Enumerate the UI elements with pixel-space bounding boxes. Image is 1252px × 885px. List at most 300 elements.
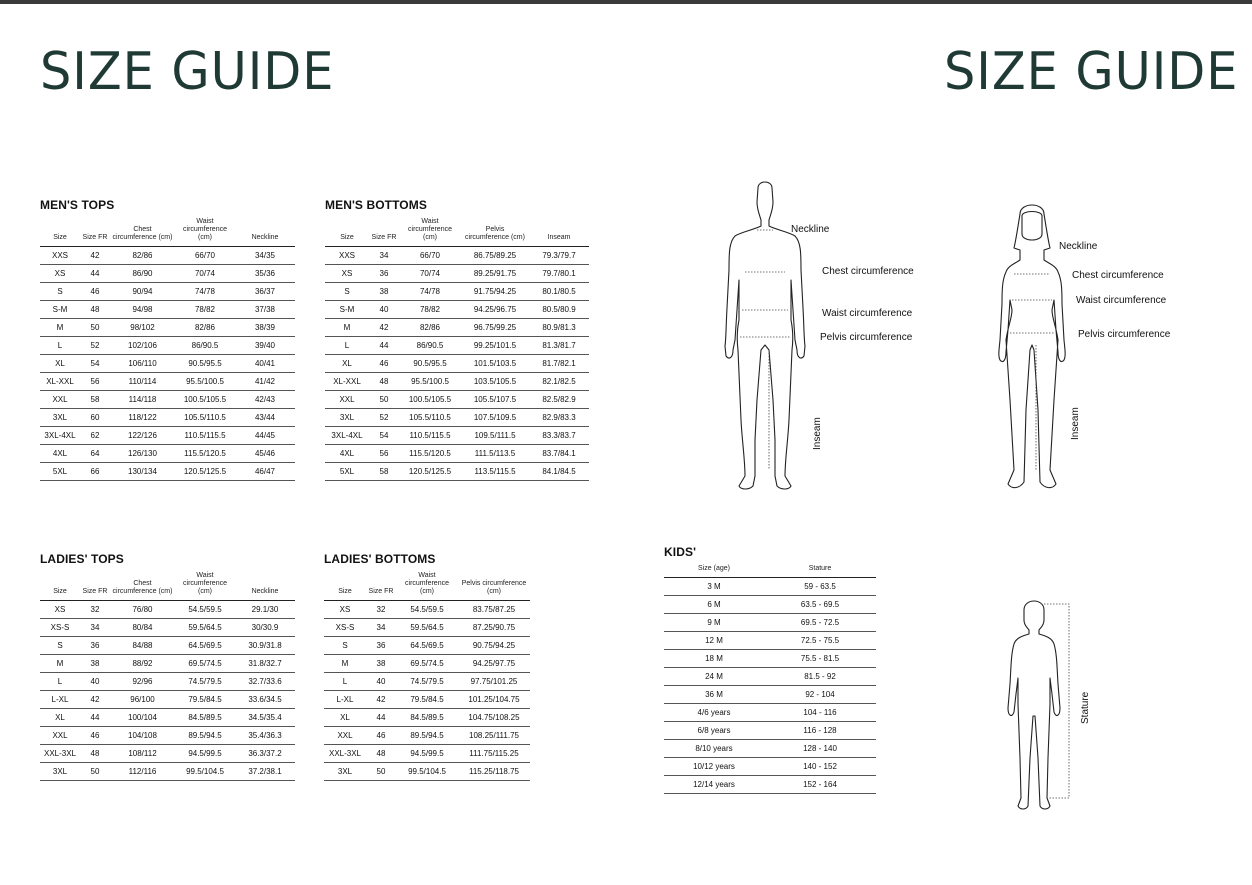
table-cell: 101.25/104.75 [458, 691, 530, 709]
table-cell: 82/86 [175, 319, 235, 337]
table-cell: 58 [369, 463, 399, 481]
table-cell: 97.75/101.25 [458, 673, 530, 691]
table-cell: 108.25/111.75 [458, 727, 530, 745]
table-cell: 78/82 [175, 301, 235, 319]
table-cell: 99.5/104.5 [175, 763, 235, 781]
table-cell: 80.9/81.3 [529, 319, 589, 337]
table-cell: S-M [325, 301, 369, 319]
table-cell: 32.7/33.6 [235, 673, 295, 691]
table-cell: 108/112 [110, 745, 175, 763]
table-cell: 95.5/100.5 [175, 373, 235, 391]
table-cell: 103.5/105.5 [461, 373, 529, 391]
table-row [324, 655, 530, 673]
table-row [324, 745, 530, 763]
column-header: Neckline [235, 218, 295, 247]
table-row [40, 283, 295, 301]
table-row [40, 601, 295, 619]
table-row [40, 337, 295, 355]
table-row [40, 763, 295, 781]
table-cell: 9 M [664, 614, 764, 632]
table-cell: 110.5/115.5 [175, 427, 235, 445]
table-cell: 90.75/94.25 [458, 637, 530, 655]
table-cell: 74.5/79.5 [396, 673, 458, 691]
table-cell: 40 [80, 673, 110, 691]
table-cell: 4XL [40, 445, 80, 463]
table-cell: 79.7/80.1 [529, 265, 589, 283]
table-cell: 33.6/34.5 [235, 691, 295, 709]
ladies-bottoms-heading: LADIES' BOTTOMS [324, 552, 436, 566]
table-cell: 42 [366, 691, 396, 709]
column-header: Waist circumference (cm) [396, 572, 458, 601]
mens-bottoms-section [325, 198, 589, 481]
column-header: Neckline [235, 572, 295, 601]
female-neckline-label: Neckline [1059, 241, 1098, 252]
table-cell: L [40, 337, 80, 355]
male-pelvis-label: Pelvis circumference [820, 332, 913, 343]
table-cell: 106/110 [110, 355, 175, 373]
table-cell: XS [40, 265, 80, 283]
table-row [40, 691, 295, 709]
table-cell: XXS [40, 247, 80, 265]
ladies-bottoms-section [324, 552, 530, 781]
table-cell: 50 [369, 391, 399, 409]
table-cell: XXL [40, 391, 80, 409]
table-header-row [664, 565, 876, 578]
table-cell: 84.1/84.5 [529, 463, 589, 481]
table-cell: 34 [366, 619, 396, 637]
table-row [325, 265, 589, 283]
table-cell: 40 [366, 673, 396, 691]
table-row [664, 632, 876, 650]
table-row [40, 637, 295, 655]
table-cell: 32 [80, 601, 110, 619]
table-cell: 82.1/82.5 [529, 373, 589, 391]
table-cell: L [324, 673, 366, 691]
table-cell: 44/45 [235, 427, 295, 445]
table-cell: 12/14 years [664, 776, 764, 794]
table-row [664, 686, 876, 704]
table-cell: S [40, 283, 80, 301]
table-cell: 41/42 [235, 373, 295, 391]
table-cell: 128 - 140 [764, 740, 876, 758]
ladies-bottoms-table [324, 572, 530, 781]
table-cell: L [325, 337, 369, 355]
table-cell: 92/96 [110, 673, 175, 691]
table-row [325, 445, 589, 463]
table-row [40, 247, 295, 265]
table-cell: 44 [369, 337, 399, 355]
table-cell: 122/126 [110, 427, 175, 445]
table-header-row [40, 572, 295, 601]
table-cell: 50 [80, 319, 110, 337]
table-cell: 56 [369, 445, 399, 463]
table-cell: 101.5/103.5 [461, 355, 529, 373]
table-cell: 54.5/59.5 [175, 601, 235, 619]
table-row [664, 596, 876, 614]
table-cell: 46 [369, 355, 399, 373]
table-cell: 86.75/89.25 [461, 247, 529, 265]
table-cell: 36.3/37.2 [235, 745, 295, 763]
column-header: Chest circumference (cm) [110, 572, 175, 601]
table-cell: 94.25/96.75 [461, 301, 529, 319]
column-header: Chest circumference (cm) [110, 218, 175, 247]
table-cell: 90.5/95.5 [399, 355, 461, 373]
table-row [664, 650, 876, 668]
table-cell: 4/6 years [664, 704, 764, 722]
mens-bottoms-heading: MEN'S BOTTOMS [325, 198, 427, 212]
table-cell: XS [40, 601, 80, 619]
table-cell: 76/80 [110, 601, 175, 619]
table-cell: 96.75/99.25 [461, 319, 529, 337]
table-cell: 3XL [40, 409, 80, 427]
table-cell: XL [40, 355, 80, 373]
mens-tops-section [40, 198, 295, 481]
table-cell: 79.5/84.5 [396, 691, 458, 709]
male-neckline-label: Neckline [791, 224, 830, 235]
male-chest-label: Chest circumference [822, 266, 914, 277]
table-row [324, 673, 530, 691]
table-cell: 38 [80, 655, 110, 673]
table-cell: 70/74 [399, 265, 461, 283]
table-cell: XL [324, 709, 366, 727]
top-border [0, 0, 1252, 4]
table-cell: 66 [80, 463, 110, 481]
table-cell: 50 [80, 763, 110, 781]
table-cell: 42 [369, 319, 399, 337]
table-cell: 109.5/111.5 [461, 427, 529, 445]
table-cell: 46 [80, 283, 110, 301]
table-cell: 80/84 [110, 619, 175, 637]
table-cell: S [40, 637, 80, 655]
table-cell: 35/36 [235, 265, 295, 283]
table-cell: 89.5/94.5 [175, 727, 235, 745]
table-cell: 102/106 [110, 337, 175, 355]
table-row [325, 283, 589, 301]
kid-stature-label: Stature [1080, 691, 1091, 724]
table-cell: 3XL [324, 763, 366, 781]
table-row [325, 247, 589, 265]
column-header: Waist circumference (cm) [175, 218, 235, 247]
table-cell: 96/100 [110, 691, 175, 709]
column-header: Size FR [369, 218, 399, 247]
table-cell: 52 [369, 409, 399, 427]
table-cell: 54 [369, 427, 399, 445]
table-row [325, 373, 589, 391]
table-cell: XL-XXL [40, 373, 80, 391]
column-header: Size FR [80, 218, 110, 247]
column-header: Pelvis circumference (cm) [461, 218, 529, 247]
table-cell: 31.8/32.7 [235, 655, 295, 673]
table-row [664, 704, 876, 722]
table-cell: 38 [369, 283, 399, 301]
table-row [325, 391, 589, 409]
table-cell: 105.5/110.5 [175, 409, 235, 427]
table-cell: 46/47 [235, 463, 295, 481]
column-header: Size FR [366, 572, 396, 601]
table-cell: 81.7/82.1 [529, 355, 589, 373]
table-cell: L-XL [40, 691, 80, 709]
table-row [664, 776, 876, 794]
table-cell: 110/114 [110, 373, 175, 391]
table-cell: 63.5 - 69.5 [764, 596, 876, 614]
table-header-row [325, 218, 589, 247]
table-row [40, 391, 295, 409]
column-header: Size (age) [664, 565, 764, 578]
kids-section [664, 545, 876, 794]
table-cell: 10/12 years [664, 758, 764, 776]
table-cell: 42 [80, 691, 110, 709]
table-cell: 90/94 [110, 283, 175, 301]
table-cell: 104.75/108.25 [458, 709, 530, 727]
table-cell: 94/98 [110, 301, 175, 319]
page-title-right: SIZE GUIDE [944, 42, 1239, 102]
table-cell: 115.5/120.5 [399, 445, 461, 463]
table-cell: M [40, 655, 80, 673]
table-cell: 34.5/35.4 [235, 709, 295, 727]
table-cell: 56 [80, 373, 110, 391]
table-cell: 118/122 [110, 409, 175, 427]
table-cell: 130/134 [110, 463, 175, 481]
table-cell: 82/86 [399, 319, 461, 337]
table-cell: 107.5/109.5 [461, 409, 529, 427]
table-row [40, 373, 295, 391]
table-cell: 54 [80, 355, 110, 373]
table-cell: XS [324, 601, 366, 619]
female-inseam-label: Inseam [1070, 407, 1081, 440]
table-cell: 48 [80, 745, 110, 763]
female-chest-label: Chest circumference [1072, 270, 1164, 281]
table-cell: 66/70 [399, 247, 461, 265]
table-cell: 38 [366, 655, 396, 673]
table-cell: 37.2/38.1 [235, 763, 295, 781]
table-cell: 80.5/80.9 [529, 301, 589, 319]
table-cell: 114/118 [110, 391, 175, 409]
table-cell: 111.5/113.5 [461, 445, 529, 463]
table-cell: 82/86 [110, 247, 175, 265]
column-header: Pelvis circumference (cm) [458, 572, 530, 601]
table-cell: 115.25/118.75 [458, 763, 530, 781]
table-cell: 75.5 - 81.5 [764, 650, 876, 668]
table-cell: 83.75/87.25 [458, 601, 530, 619]
table-cell: 3XL-4XL [325, 427, 369, 445]
table-cell: L-XL [324, 691, 366, 709]
column-header: Size [40, 572, 80, 601]
column-header: Size [40, 218, 80, 247]
table-cell: 98/102 [110, 319, 175, 337]
table-cell: XXS [325, 247, 369, 265]
table-cell: 80.1/80.5 [529, 283, 589, 301]
table-cell: 84/88 [110, 637, 175, 655]
table-cell: 99.5/104.5 [396, 763, 458, 781]
table-cell: 82.5/82.9 [529, 391, 589, 409]
table-cell: S [324, 637, 366, 655]
male-inseam-label: Inseam [812, 417, 823, 450]
table-cell: S-M [40, 301, 80, 319]
table-row [664, 740, 876, 758]
table-row [664, 722, 876, 740]
table-cell: 46 [366, 727, 396, 745]
table-cell: 38/39 [235, 319, 295, 337]
table-row [664, 578, 876, 596]
table-cell: 83.7/84.1 [529, 445, 589, 463]
table-row [325, 463, 589, 481]
table-row [325, 409, 589, 427]
table-cell: 44 [80, 709, 110, 727]
table-cell: 60 [80, 409, 110, 427]
table-cell: 69.5/74.5 [396, 655, 458, 673]
table-cell: 30/30.9 [235, 619, 295, 637]
table-row [664, 668, 876, 686]
table-cell: 6/8 years [664, 722, 764, 740]
table-row [324, 691, 530, 709]
table-cell: 105.5/110.5 [399, 409, 461, 427]
table-cell: 32 [366, 601, 396, 619]
table-cell: L [40, 673, 80, 691]
table-cell: 34 [80, 619, 110, 637]
table-row [40, 427, 295, 445]
table-cell: XXL [325, 391, 369, 409]
table-cell: 86/90 [110, 265, 175, 283]
table-row [664, 758, 876, 776]
table-cell: 40 [369, 301, 399, 319]
table-cell: 36 M [664, 686, 764, 704]
table-cell: 100.5/105.5 [175, 391, 235, 409]
table-cell: XXL-3XL [40, 745, 80, 763]
table-row [40, 619, 295, 637]
table-cell: XL [325, 355, 369, 373]
table-cell: 58 [80, 391, 110, 409]
table-cell: 140 - 152 [764, 758, 876, 776]
table-cell: 152 - 164 [764, 776, 876, 794]
table-row [40, 301, 295, 319]
table-cell: XXL [324, 727, 366, 745]
table-row [40, 655, 295, 673]
table-cell: 48 [369, 373, 399, 391]
table-cell: 36 [369, 265, 399, 283]
female-pelvis-label: Pelvis circumference [1078, 329, 1171, 340]
table-cell: XXL-3XL [324, 745, 366, 763]
kids-table [664, 565, 876, 794]
table-cell: 8/10 years [664, 740, 764, 758]
table-cell: 94.5/99.5 [396, 745, 458, 763]
page-title-left: SIZE GUIDE [40, 42, 335, 102]
table-cell: 116 - 128 [764, 722, 876, 740]
table-cell: M [325, 319, 369, 337]
table-cell: 86/90.5 [175, 337, 235, 355]
mens-bottoms-table [325, 218, 589, 481]
table-cell: 34 [369, 247, 399, 265]
table-cell: 87.25/90.75 [458, 619, 530, 637]
table-cell: 91.75/94.25 [461, 283, 529, 301]
table-cell: 3XL-4XL [40, 427, 80, 445]
table-cell: XS-S [40, 619, 80, 637]
column-header: Size [325, 218, 369, 247]
table-cell: 54.5/59.5 [396, 601, 458, 619]
table-cell: S [325, 283, 369, 301]
table-cell: 94.5/99.5 [175, 745, 235, 763]
table-cell: XS [325, 265, 369, 283]
ladies-tops-heading: LADIES' TOPS [40, 552, 124, 566]
table-cell: 90.5/95.5 [175, 355, 235, 373]
table-cell: 89.25/91.75 [461, 265, 529, 283]
table-row [325, 337, 589, 355]
table-cell: 115.5/120.5 [175, 445, 235, 463]
table-cell: 81.5 - 92 [764, 668, 876, 686]
table-cell: 5XL [325, 463, 369, 481]
table-cell: 12 M [664, 632, 764, 650]
column-header: Inseam [529, 218, 589, 247]
table-cell: 3 M [664, 578, 764, 596]
table-cell: 50 [366, 763, 396, 781]
table-cell: 46 [80, 727, 110, 745]
table-row [324, 727, 530, 745]
table-cell: 120.5/125.5 [175, 463, 235, 481]
table-cell: 43/44 [235, 409, 295, 427]
table-header-row [40, 218, 295, 247]
table-row [40, 745, 295, 763]
table-cell: 52 [80, 337, 110, 355]
table-cell: 37/38 [235, 301, 295, 319]
table-cell: 88/92 [110, 655, 175, 673]
table-cell: 120.5/125.5 [399, 463, 461, 481]
table-cell: 94.25/97.75 [458, 655, 530, 673]
table-row [324, 763, 530, 781]
table-row [40, 265, 295, 283]
table-cell: 110.5/115.5 [399, 427, 461, 445]
table-cell: 113.5/115.5 [461, 463, 529, 481]
column-header: Size [324, 572, 366, 601]
table-cell: 100/104 [110, 709, 175, 727]
table-cell: 74/78 [399, 283, 461, 301]
table-row [40, 319, 295, 337]
table-row [40, 673, 295, 691]
table-cell: 79.3/79.7 [529, 247, 589, 265]
table-cell: 126/130 [110, 445, 175, 463]
kid-figure-illustration [1000, 598, 1075, 816]
table-cell: 82.9/83.3 [529, 409, 589, 427]
table-cell: 29.1/30 [235, 601, 295, 619]
table-cell: 104/108 [110, 727, 175, 745]
male-waist-label: Waist circumference [822, 308, 913, 319]
table-cell: 74/78 [175, 283, 235, 301]
table-cell: 79.5/84.5 [175, 691, 235, 709]
table-cell: 36 [80, 637, 110, 655]
table-cell: 89.5/94.5 [396, 727, 458, 745]
table-cell: 81.3/81.7 [529, 337, 589, 355]
table-cell: 3XL [325, 409, 369, 427]
table-cell: 86/90.5 [399, 337, 461, 355]
table-row [325, 319, 589, 337]
table-row [325, 427, 589, 445]
table-cell: M [324, 655, 366, 673]
table-cell: 95.5/100.5 [399, 373, 461, 391]
table-cell: 104 - 116 [764, 704, 876, 722]
table-header-row [324, 572, 530, 601]
table-cell: 3XL [40, 763, 80, 781]
table-row [324, 619, 530, 637]
table-cell: XL [40, 709, 80, 727]
table-cell: 5XL [40, 463, 80, 481]
table-cell: 48 [80, 301, 110, 319]
table-cell: 74.5/79.5 [175, 673, 235, 691]
table-cell: XS-S [324, 619, 366, 637]
table-cell: 112/116 [110, 763, 175, 781]
table-row [40, 463, 295, 481]
table-cell: 48 [366, 745, 396, 763]
table-cell: 4XL [325, 445, 369, 463]
table-row [40, 727, 295, 745]
table-cell: 84.5/89.5 [175, 709, 235, 727]
